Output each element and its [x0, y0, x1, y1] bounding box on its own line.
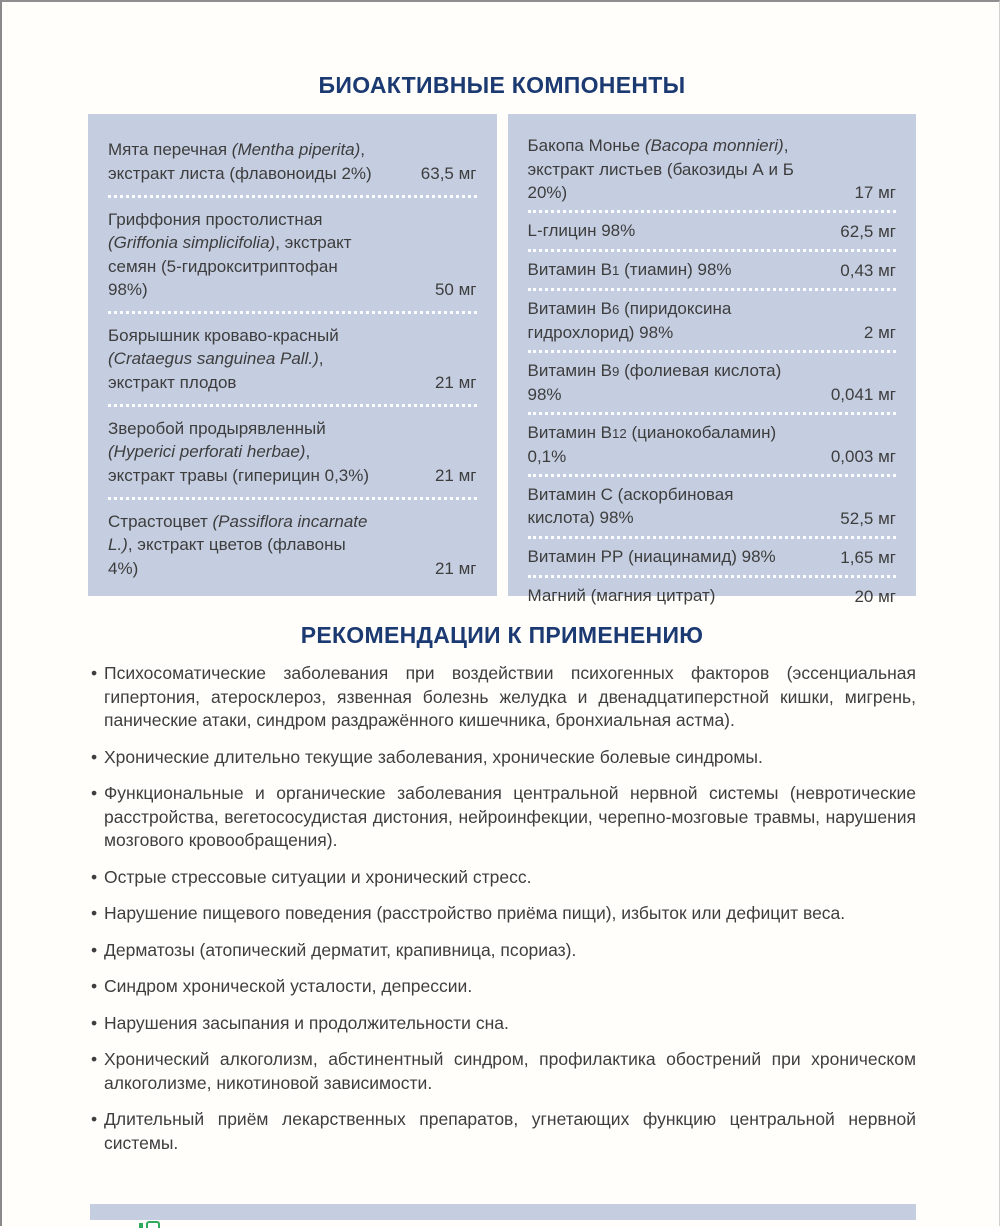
list-item	[88, 939, 916, 963]
ingredient-row	[108, 500, 477, 590]
ingredient-amount: 2 мг	[863, 323, 896, 342]
recommendations-list	[88, 662, 916, 1155]
ingredient-amount: 50 мг	[434, 280, 477, 299]
ingredient-row	[528, 539, 897, 578]
ingredient-row	[528, 291, 897, 353]
ingredient-name-text: (фолиевая кислота) 98%	[527, 361, 782, 404]
ingredient-index: 6	[612, 302, 620, 317]
ingredient-amount: 21 мг	[434, 559, 477, 578]
recommendation-text: Длительный приём лекарственных препаратов, угнетающих функцию центральной нервной системы.	[104, 1109, 916, 1153]
bullet-icon: •	[91, 663, 98, 683]
ingredient-name-text: , экстракт листьев (бакозиды А и Б 20%)	[527, 136, 794, 202]
ingredient-name	[528, 297, 806, 344]
bullet-icon: •	[91, 939, 98, 960]
ingredient-name-text: Мята перечная	[108, 140, 232, 159]
ingredient-amount: 63,5 мг	[420, 164, 477, 183]
list-item	[88, 1012, 916, 1036]
ingredient-row	[108, 128, 477, 198]
bullet-icon: •	[91, 976, 98, 996]
ingredient-name	[528, 584, 806, 608]
recommendation-text: Функциональные и органические заболевания центральной нервной системы (невротические расстройства, вегетососудистая дистония, нейроинфекции, черепно-мозговые травмы, нарушения мозгового кровообращения).	[104, 783, 916, 850]
ingredient-row	[528, 252, 897, 291]
ingredient-row	[528, 128, 897, 213]
ingredient-row	[528, 578, 897, 614]
list-item	[88, 782, 916, 853]
ingredient-name	[108, 324, 386, 394]
recommendation-text: Острые стрессовые ситуации и хронический стресс.	[104, 866, 532, 887]
list-item	[88, 1048, 916, 1095]
ingredient-name-text: Гриффония простолистная	[108, 210, 323, 229]
ingredient-amount: 21 мг	[434, 373, 477, 392]
ingredient-name	[108, 138, 386, 185]
ingredient-name-text: Витамин В	[527, 361, 613, 380]
bullet-icon: •	[91, 1049, 98, 1069]
bioactive-components-title: БИОАКТИВНЫЕ КОМПОНЕНТЫ	[318, 72, 686, 98]
bullet-icon: •	[91, 903, 98, 923]
ingredient-amount: 0,041 мг	[830, 385, 896, 404]
ingredient-name-text: Страстоцвет	[108, 512, 213, 531]
bullet-icon: •	[91, 866, 98, 887]
bullet-icon: •	[91, 1109, 98, 1129]
ingredient-name-text: , экстракт листа (флавоноиды 2%)	[108, 140, 372, 183]
ingredient-name-text: Витамин В	[527, 423, 613, 442]
recommendations-title: РЕКОМЕНДАЦИИ К ПРИМЕНЕНИЮ	[300, 622, 704, 648]
ingredient-name-text: Витамин С (аскорбиновая кислота) 98%	[527, 485, 734, 527]
recommendation-text: Дерматозы (атопический дерматит, крапивница, псориаз).	[104, 939, 577, 960]
bullet-icon: •	[91, 746, 98, 767]
ingredient-name-text: Витамин В	[527, 260, 613, 279]
ingredient-row	[108, 198, 477, 314]
ingredient-name-text: (цианокобаламин) 0,1%	[527, 423, 777, 466]
ingredient-amount: 62,5 мг	[840, 222, 896, 241]
bullet-icon: •	[91, 783, 98, 803]
ingredient-name-text: Бакопа Монье	[527, 136, 645, 155]
components-columns	[88, 114, 916, 606]
green-icon-fragment	[146, 1221, 160, 1228]
ingredient-name	[108, 208, 386, 301]
ingredient-name-text: Витамин РР (ниацинамид) 98%	[527, 547, 776, 566]
ingredient-amount: 0,43 мг	[840, 261, 896, 280]
ingredient-latin-name: (Mentha piperita)	[231, 140, 361, 159]
list-item	[88, 1108, 916, 1155]
ingredient-index: 12	[612, 426, 627, 441]
components-box-left	[88, 114, 497, 596]
recommendation-text: Психосоматические заболевания при воздействии психогенных факторов (эссенциальная гипертония, атеросклероз, язвенная болезнь желудка и двенадцатиперстной кишки, мигрень, панические атаки, синдром раздражённого кишечника, бронхиальная астма).	[104, 663, 916, 730]
recommendation-text: Хронические длительно текущие заболевания, хронические болевые синдромы.	[104, 746, 763, 767]
ingredient-name-text: Зверобой продырявленный	[108, 419, 326, 438]
ingredient-name-text: (тиамин) 98%	[619, 260, 732, 279]
ingredient-row	[528, 415, 897, 477]
next-section-box-top-edge	[90, 1204, 916, 1220]
recommendation-text: Хронический алкоголизм, абстинентный синдром, профилактика обострений при хроническом алкоголизме, никотиновой зависимости.	[104, 1049, 916, 1093]
recommendation-text: Нарушение пищевого поведения (расстройство приёма пищи), избыток или дефицит веса.	[104, 903, 846, 923]
ingredient-name	[528, 421, 806, 468]
ingredient-name	[108, 510, 386, 580]
ingredient-name-text: L-глицин 98%	[527, 221, 636, 240]
ingredient-latin-name: (Griffonia simplicifolia)	[108, 233, 276, 252]
ingredient-amount: 0,003 мг	[830, 447, 896, 466]
green-icon-fragment	[139, 1223, 143, 1228]
ingredient-row	[108, 407, 477, 500]
ingredient-name	[528, 483, 806, 530]
ingredient-row	[108, 314, 477, 407]
ingredient-name-text: , экстракт семян (5-гидрокситриптофан 98%)	[108, 233, 352, 299]
ingredient-amount: 20 мг	[854, 587, 896, 606]
document-page	[2, 2, 999, 1155]
ingredient-name-text: Магний (магния цитрат)	[527, 586, 716, 605]
ingredient-name-text: , экстракт плодов	[108, 349, 324, 392]
list-item	[88, 746, 916, 770]
ingredient-index: 1	[612, 263, 620, 278]
ingredient-name-text: Боярышник кроваво-красный	[108, 326, 339, 345]
ingredient-latin-name: (Passiflora incarnate L.)	[108, 512, 368, 554]
list-item	[88, 902, 916, 926]
ingredient-row	[528, 213, 897, 252]
ingredient-name	[528, 359, 806, 406]
ingredient-amount: 52,5 мг	[840, 509, 896, 528]
bullet-icon: •	[91, 1012, 98, 1033]
ingredient-name-text: (пиридоксина гидрохлорид) 98%	[527, 299, 732, 342]
ingredient-name	[528, 258, 806, 282]
ingredient-name-text: Витамин В	[527, 299, 613, 318]
ingredient-row	[528, 477, 897, 539]
ingredient-latin-name: (Crataegus sanguinea Pall.)	[108, 349, 319, 368]
list-item	[88, 662, 916, 733]
ingredient-latin-name: (Bacopa monnieri)	[644, 136, 784, 155]
ingredient-latin-name: (Hyperici perforati herbae)	[108, 442, 306, 461]
ingredient-name	[528, 134, 806, 204]
ingredient-amount: 21 мг	[434, 466, 477, 485]
ingredient-name-text: , экстракт цветов (флавоны 4%)	[108, 535, 346, 578]
list-item	[88, 975, 916, 999]
ingredient-index: 9	[612, 364, 620, 379]
components-box-right	[508, 114, 917, 606]
ingredient-name	[528, 219, 806, 243]
ingredient-amount: 1,65 мг	[840, 548, 896, 567]
list-item	[88, 866, 916, 890]
ingredient-name	[528, 545, 806, 569]
recommendation-text: Синдром хронической усталости, депрессии.	[104, 976, 473, 996]
ingredient-name	[108, 417, 386, 487]
recommendation-text: Нарушения засыпания и продолжительности сна.	[104, 1012, 509, 1033]
ingredient-row	[528, 353, 897, 415]
ingredient-amount: 17 мг	[854, 183, 896, 202]
ingredient-name-text: , экстракт травы (гиперицин 0,3%)	[108, 442, 370, 485]
